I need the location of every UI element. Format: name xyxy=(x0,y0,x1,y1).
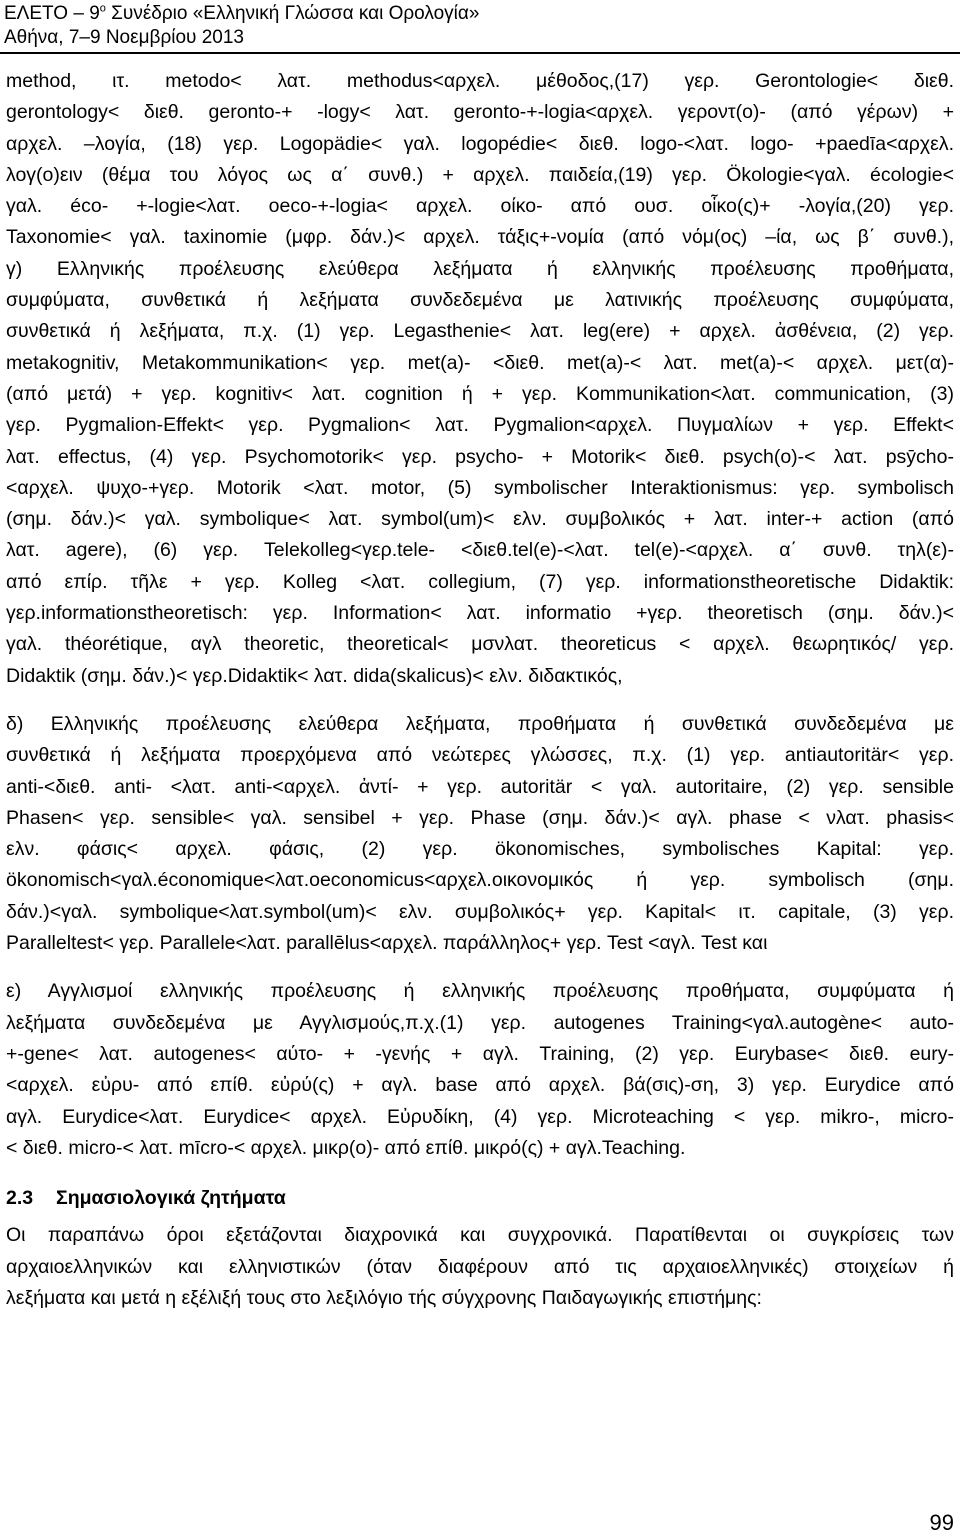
text-line: Paralleltest< γερ. Parallele<λατ. parallēlus<αρχελ. παράλληλος+ γερ. Test <αγλ. Test και xyxy=(6,932,768,955)
text-line: ελν. φάσις< αρχελ. φάσις, (2) γερ. ökonomisches, symbolisches Kapital: γερ. xyxy=(6,838,954,861)
text-line: <αρχελ. εὐρυ- από επίθ. εὐρύ(ς) + αγλ. base από αρχελ. βά(σις)-ση, 3) γερ. Eurydice από xyxy=(6,1074,954,1097)
text-line: +-gene< λατ. autogenes< αύτο- + -γενής + αγλ. Training, (2) γερ. Eurybase< διεθ. eury- xyxy=(6,1042,954,1065)
text-line: δάν.)<γαλ. symbolique<λατ.symbol(um)< ελν. συμβολικός+ γερ. Kapital< ιτ. capitale, (3) γερ. xyxy=(6,900,954,923)
text-line: metakognitiv, Metakommunikation< γερ. met(a)- <διεθ. met(a)-< λατ. met(a)-< αρχελ. μετ(α)- xyxy=(6,351,954,374)
text-line: γ) Ελληνικής προέλευσης ελεύθερα λεξήματα ή ελληνικής προέλευσης προθήματα, xyxy=(6,257,954,280)
text-line: συμφύματα, συνθετικά ή λεξήματα συνδεδεμένα με λατινικής προέλευσης συμφύματα, xyxy=(6,289,954,312)
text-line: ökonomisch<γαλ.économique<λατ.oeconomicus<αρχελ.οικονομικός ή γερ. symbolisch (σημ. xyxy=(6,869,954,892)
ordinal-superscript: ο xyxy=(99,2,106,15)
text-line: συνθετικά ή λεξήματα, π.χ. (1) γερ. Legasthenie< λατ. leg(ere) + αρχελ. ἀσθένεια, (2) γερ. xyxy=(6,320,954,343)
text-line: δ) Ελληνικής προέλευσης ελεύθερα λεξήματα, προθήματα ή συνθετικά συνδεδεμένα με xyxy=(6,712,954,735)
conference-title xyxy=(4,2,956,26)
text-line: ε) Αγγλισμοί ελληνικής προέλευσης ή ελληνικής προέλευσης προθήματα, συμφύματα ή xyxy=(6,980,954,1003)
text-line: λατ. effectus, (4) γερ. Psychomotorik< γερ. psycho- + Motorik< διεθ. psych(o)-< λατ. psȳcho- xyxy=(6,445,954,468)
paragraph-d xyxy=(6,709,954,959)
section-title: Σημασιολογικά ζητήματα xyxy=(56,1187,286,1210)
conference-title-prefix: ΕΛΕΤΟ – 9 xyxy=(4,3,100,24)
text-line: (από μετά) + γερ. kognitiv< λατ. cognition ή + γερ. Kommunikation<λατ. communication, (3) xyxy=(6,382,954,405)
page-header xyxy=(4,2,956,50)
paragraph-c xyxy=(6,254,954,692)
text-line: method, ιτ. metodo< λατ. methodus<αρχελ. μέθοδος,(17) γερ. Gerontologie< διεθ. xyxy=(6,70,954,92)
conference-title-suffix: Συνέδριο «Ελληνική Γλώσσα και Ορολογία» xyxy=(105,3,480,24)
paragraph-spacer xyxy=(6,959,954,976)
paragraph-e xyxy=(6,976,954,1164)
text-line: anti-<διεθ. anti- <λατ. anti-<αρχελ. ἀντί- + γερ. autoritär < γαλ. autoritaire, (2) γερ. sensible xyxy=(6,775,954,798)
text-line: γερ. Pygmalion-Effekt< γερ. Pygmalion< λατ. Pygmalion<αρχελ. Πυγμαλίων + γερ. Effekt< xyxy=(6,414,954,437)
text-line: γαλ. éco- +-logie<λατ. oeco-+-logia< αρχελ. οίκο- από ουσ. οἶκο(ς)+ -λογία,(20) γερ. xyxy=(6,195,954,218)
text-line: λογ(ο)ειν (θέμα του λόγος ως α΄ συνθ.) + αρχελ. παιδεία,(19) γερ. Ökologie<γαλ. écologie< xyxy=(6,163,954,186)
section-heading xyxy=(6,1183,954,1214)
text-line: Didaktik (σημ. δάν.)< γερ.Didaktik< λατ. dida(skalicus)< ελν. διδακτικός, xyxy=(6,664,623,687)
text-line: λεξήματα συνδεδεμένα με Αγγλισμούς,π.χ.(1) γερ. autogenes Training<γαλ.autogène< auto- xyxy=(6,1011,954,1034)
text-line: <αρχελ. ψυχο-+γερ. Motorik <λατ. motor, (5) symbolischer Interaktionismus: γερ. symbolisch xyxy=(6,476,954,499)
text-line: (σημ. δάν.)< γαλ. symbolique< λατ. symbol(um)< ελν. συμβολικός + λατ. inter-+ action (από xyxy=(6,508,954,531)
text-line: γαλ. théorétique, αγλ theoretic, theoretical< μσνλατ. theoreticus < αρχελ. θεωρητικός/ γερ. xyxy=(6,633,954,656)
text-line: λεξήματα και μετά η εξέλιξή τους στο λεξιλόγιο τής σύγχρονης Παιδαγωγικής επιστήμης: xyxy=(6,1286,762,1309)
text-line: Taxonomie< γαλ. taxinomie (μφρ. δάν.)< αρχελ. τάξις+-νομία (από νόμ(ος) –ία, ως β΄ συνθ.), xyxy=(6,226,954,249)
text-line: γερ.informationstheoretisch: γερ. Information< λατ. informatio +γερ. theoretisch (σημ. δάν.)< xyxy=(6,602,954,625)
text-line: Phasen< γερ. sensible< γαλ. sensibel + γερ. Phase (σημ. δάν.)< αγλ. phase < νλατ. phasis< xyxy=(6,806,954,829)
paragraph-b xyxy=(6,66,954,254)
section-number: 2.3 xyxy=(6,1187,34,1210)
paragraph-f xyxy=(6,1220,954,1314)
paragraph-spacer xyxy=(6,1164,954,1181)
paragraph-spacer xyxy=(6,692,954,709)
text-line: < διεθ. micro-< λατ. mīcro-< αρχελ. μικρ(ο)- από επίθ. μικρό(ς) + αγλ.Teaching. xyxy=(6,1136,686,1159)
text-line: από επίρ. τῆλε + γερ. Kolleg <λατ. collegium, (7) γερ. informationstheoretische Didaktik: xyxy=(6,570,954,593)
text-line: συνθετικά ή λεξήματα προερχόμενα από νεώτερες γλώσσες, π.χ. (1) γερ. antiautoritär< γερ. xyxy=(6,744,954,767)
text-line: αρχελ. –λογία, (18) γερ. Logopädie< γαλ. logopédie< διεθ. logo-<λατ. logo- +paedīa<αρχελ. xyxy=(6,132,954,155)
text-line: αρχαιοελληνικών και ελληνιστικών (όταν διαφέρουν από τις αρχαιοελληνικές) στοιχείων ή xyxy=(6,1255,954,1278)
header-divider xyxy=(0,52,960,54)
page-number: 99 xyxy=(929,1510,954,1535)
text-line: gerontology< διεθ. geronto-+ -logy< λατ. geronto-+-logia<αρχελ. γεροντ(ο)- (από γέρων) + xyxy=(6,101,954,124)
document-body xyxy=(6,66,954,1314)
text-line: Οι παραπάνω όροι εξετάζονται διαχρονικά και συγχρονικά. Παρατίθενται οι συγκρίσεις των xyxy=(6,1224,954,1247)
conference-subtitle: Αθήνα, 7–9 Νοεμβρίου 2013 xyxy=(4,27,244,48)
text-line: λατ. agere), (6) γερ. Telekolleg<γερ.tele- <διεθ.tel(e)-<λατ. tel(e)-<αρχελ. α΄ συνθ. τηλ(ε)- xyxy=(6,539,954,562)
text-line: αγλ. Eurydice<λατ. Eurydice< αρχελ. Εὐρυδίκη, (4) γερ. Microteaching < γερ. mikro-, micro- xyxy=(6,1105,954,1128)
